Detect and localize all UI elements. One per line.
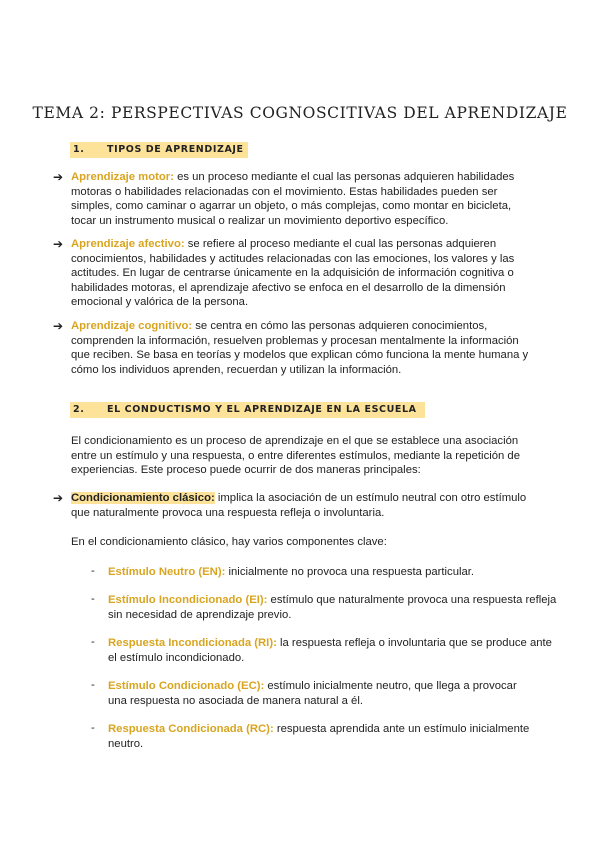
page-title: TEMA 2: PERSPECTIVAS COGNOSCITIVAS DEL APRENDIZAJE [32,104,568,122]
dash-bullet: - [91,679,95,691]
arrow-icon: ➔ [53,170,64,184]
term-aprendizaje-cognitivo: Aprendizaje cognitivo: [71,320,193,332]
component-item [108,636,560,665]
section-2-intro: El condicionamiento es un proceso de aprendizaje en el que se establece una asociación entre un estímulo y una respuesta, o entre diferentes estímulos, mediante la repetición de experiencias. Este proceso puede ocurrir de dos maneras principales: [71,435,520,477]
component-term: Estímulo Condicionado (EC): [108,680,265,692]
section-1-title: TIPOS DE APRENDIZAJE [107,144,244,155]
component-text: la respuesta refleja o involuntaria que se produce ante el estímulo incondicionado. [108,637,552,664]
component-term: Estímulo Incondicionado (EI): [108,594,268,606]
section-1-number: 1. [73,144,85,155]
component-item [108,679,538,708]
dash-bullet: - [91,593,95,605]
text-aprendizaje-afectivo: se refiere al proceso mediante el cual las personas adquieren conocimientos, habilidades y actitudes relacionadas con las emociones, los valores y las actitudes. En lugar de centrarse únicamente en la adquisición de información cognitiva o habilidades motoras, el aprendizaje afectivo se enfoca en el desarrollo de la dimensión emocional y valórica de la persona. [71,238,515,309]
term-condicionamiento-clasico: Condicionamiento clásico: [71,492,215,504]
list-item-cognitivo [71,319,531,377]
dash-bullet: - [91,636,95,648]
text-aprendizaje-motor: es un proceso mediante el cual las personas adquieren habilidades motoras o habilidades relacionadas con el movimiento. Estas habilidades pueden ser simples, como caminar o agarrar un objeto, o más complejas, como montar en bicicleta, tocar un instrumento musical o realizar un movimiento deportivo específico. [71,171,515,227]
arrow-icon: ➔ [53,237,64,251]
component-text: inicialmente no provoca una respuesta particular. [225,566,475,578]
term-aprendizaje-afectivo: Aprendizaje afectivo: [71,238,185,250]
list-item-afectivo [71,237,529,310]
component-item [108,722,553,751]
component-term: Estímulo Neutro (EN): [108,566,226,578]
components-intro: En el condicionamiento clásico, hay varios componentes clave: [71,536,387,548]
component-term: Respuesta Condicionada (RC): [108,723,274,735]
term-aprendizaje-motor: Aprendizaje motor: [71,171,174,183]
component-text: respuesta aprendida ante un estímulo inicialmente neutro. [108,723,530,750]
arrow-icon: ➔ [53,491,64,505]
dash-bullet: - [91,565,95,577]
component-item [108,593,558,622]
component-term: Respuesta Incondicionada (RI): [108,637,277,649]
section-2-title: EL CONDUCTISMO Y EL APRENDIZAJE EN LA ESCUELA [107,404,417,415]
text-aprendizaje-cognitivo: se centra en cómo las personas adquieren conocimientos, comprenden la información, resuelven problemas y procesan mentalmente la información que reciben. Se basa en teorías y modelos que explican cómo funciona la mente humana y cómo los individuos aprenden, recuerdan y utilizan la información. [71,320,529,376]
component-text: estímulo inicialmente neutro, que llega a provocar una respuesta no asociada de manera natural a él. [108,680,517,707]
component-text: estímulo que naturalmente provoca una respuesta refleja sin necesidad de aprendizaje previo. [108,594,557,621]
section-1-heading [70,142,248,158]
component-item [108,565,558,580]
section-2-heading [70,402,425,418]
list-item-condicionamiento-clasico [71,491,537,520]
dash-bullet: - [91,722,95,734]
text-condicionamiento-clasico: implica la asociación de un estímulo neutral con otro estímulo que naturalmente provoca una respuesta refleja o involuntaria. [71,492,527,519]
list-item-motor [71,170,531,228]
section-2-number: 2. [73,404,85,415]
arrow-icon: ➔ [53,319,64,333]
